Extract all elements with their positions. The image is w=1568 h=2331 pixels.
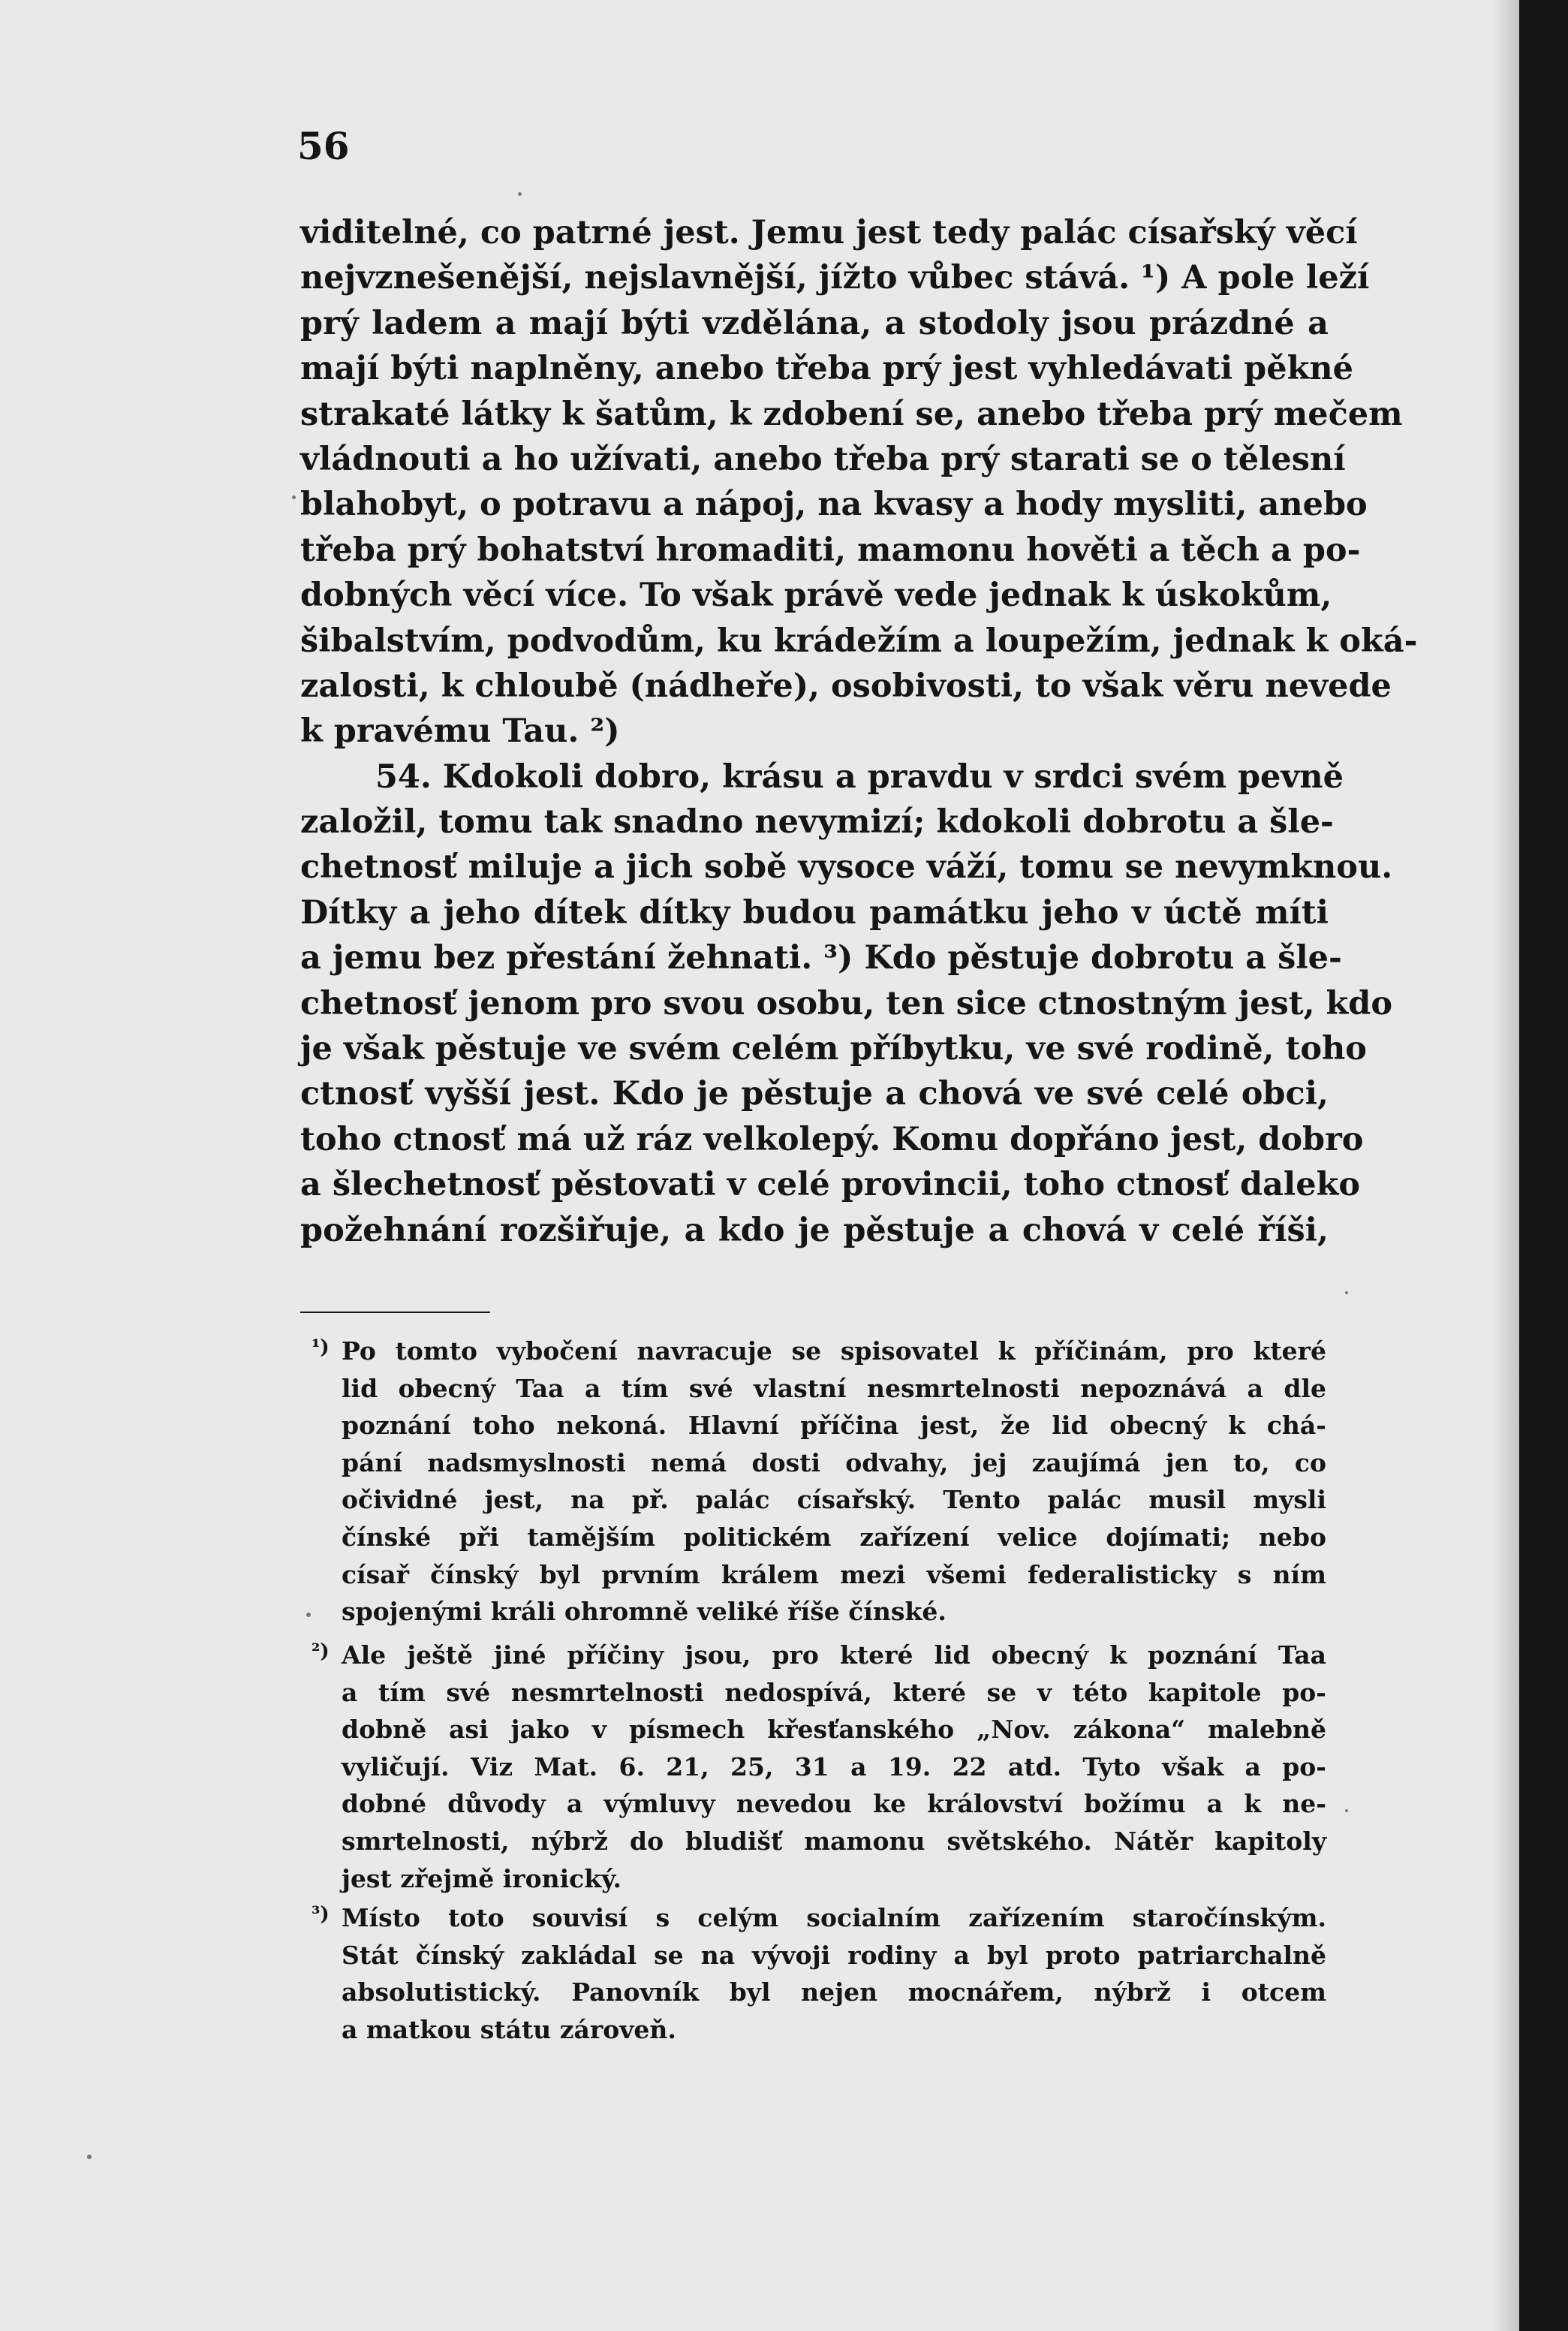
text-line: dobných věcí více. To však právě vede jednak k úskokům,	[300, 577, 1332, 615]
text-line: viditelné, co patrné jest. Jemu jest tedy palác císařský věcí	[300, 214, 1358, 251]
ink-speck	[87, 2155, 92, 2159]
footnote-line: Místo toto souvisí s celým socialním zařízením staročínským.	[342, 1903, 1326, 1932]
ink-speck	[518, 192, 522, 196]
footnote-line: císař čínský byl prvním králem mezi všemi federalisticky s ním	[342, 1559, 1326, 1589]
text-line: zalosti, k chloubě (nádheře), osobivosti, to však věru nevede	[300, 667, 1392, 705]
text-line: třeba prý bohatství hromaditi, mamonu hověti a těch a po-	[300, 531, 1361, 569]
text-line: strakaté látky k šatům, k zdobení se, anebo třeba prý mečem	[300, 395, 1403, 433]
footnote-1	[311, 1333, 1326, 1631]
ink-speck	[306, 1613, 311, 1617]
text-line: blahobyt, o potravu a nápoj, na kvasy a hody mysliti, anebo	[300, 486, 1368, 524]
text-line: toho ctnosť má už ráz velkolepý. Komu dopřáno jest, dobro	[300, 1120, 1364, 1158]
text-line: a jemu bez přestání žehnati. ³) Kdo pěstuje dobrotu a šle-	[300, 939, 1342, 977]
text-line: a šlechetnosť pěstovati v celé provincii, toho ctnosť daleko	[300, 1166, 1361, 1204]
footnote-2	[311, 1637, 1326, 1897]
text-line: chetnosť jenom pro svou osobu, ten sice ctnostným jest, kdo	[300, 984, 1393, 1022]
footnote-separator	[300, 1312, 490, 1313]
text-line: nejvznešenější, nejslavnější, jížto vůbec stává. ¹) A pole leží	[300, 259, 1370, 297]
text-line: k pravému Tau. ²)	[300, 712, 620, 751]
footnote-line: Stát čínský zakládal se na vývoji rodiny a byl proto patriarchalně	[342, 1940, 1326, 1970]
footnote-line: lid obecný Taa a tím své vlastní nesmrtelnosti nepoznává a dle	[342, 1373, 1326, 1403]
footnote-line: smrtelnosti, nýbrž do bludišť mamonu světského. Nátěr kapitoly	[342, 1826, 1326, 1856]
ink-speck	[292, 495, 296, 499]
footnote-line: a matkou státu zároveň.	[342, 2014, 676, 2044]
text-line: je však pěstuje ve svém celém příbytku, ve své rodině, toho	[300, 1030, 1367, 1068]
text-line: prý ladem a mají býti vzdělána, a stodoly jsou prázdné a	[300, 304, 1329, 342]
footnote-marker: ³)	[311, 1903, 330, 1926]
text-line: chetnosť miluje a jich sobě vysoce váží, tomu se nevymknou.	[300, 848, 1393, 887]
footnote-line: očividné jest, na př. palác císařský. Tento palác musil mysli	[342, 1485, 1326, 1515]
footnote-line: čínské při tamějším politickém zařízení velice dojímati; nebo	[342, 1522, 1326, 1552]
text-line: Dítky a jeho dítek dítky budou památku jeho v úctě míti	[300, 893, 1329, 932]
ink-speck	[1345, 1809, 1348, 1812]
footnote-line: pání nadsmyslnosti nemá dosti odvahy, jej zaujímá jen to, co	[342, 1447, 1326, 1477]
footnote-line: Po tomto vybočení navracuje se spisovatel k příčinám, pro které	[342, 1336, 1326, 1366]
footnote-line: poznání toho nekoná. Hlavní příčina jest, že lid obecný k chá-	[342, 1411, 1326, 1441]
text-line: ctnosť vyšší jest. Kdo je pěstuje a chová ve své celé obci,	[300, 1075, 1329, 1113]
footnote-line: Ale ještě jiné příčiny jsou, pro které lid obecný k poznání Taa	[342, 1640, 1326, 1670]
footnote-line: dobné důvody a výmluvy nevedou ke království božímu a k ne-	[342, 1789, 1326, 1819]
text-line: požehnání rozšiřuje, a kdo je pěstuje a chová v celé říši,	[300, 1211, 1329, 1249]
footnote-line: a tím své nesmrtelnosti nedospívá, které se v této kapitole po-	[342, 1677, 1326, 1707]
footnote-line: spojenými králi ohromně veliké říše čínské.	[342, 1597, 947, 1627]
text-line: mají býti naplněny, anebo třeba prý jest vyhledávati pěkné	[300, 350, 1353, 388]
text-line: založil, tomu tak snadno nevymizí; kdokoli dobrotu a šle-	[300, 803, 1334, 842]
text-line: 54. Kdokoli dobro, krásu a pravdu v srdci svém pevně	[375, 757, 1344, 796]
page-edge-shadow	[1492, 0, 1519, 2331]
footnote-3	[311, 1899, 1326, 2048]
page-number: 56	[297, 124, 350, 168]
footnote-line: vyličují. Viz Mat. 6. 21, 25, 31 a 19. 22 atd. Tyto však a po-	[342, 1751, 1326, 1781]
text-line: vládnouti a ho užívati, anebo třeba prý starati se o tělesní	[300, 440, 1346, 478]
footnote-line: absolutistický. Panovník byl nejen mocnářem, nýbrž i otcem	[342, 1977, 1326, 2007]
text-line: šibalstvím, podvodům, ku krádežím a loupežím, jednak k oká-	[300, 622, 1418, 660]
footnote-line: jest zřejmě ironický.	[342, 1863, 622, 1893]
scan-border	[1519, 0, 1568, 2331]
footnote-line: dobně asi jako v písmech křesťanského „Nov. zákona“ malebně	[342, 1715, 1326, 1745]
footnote-marker: ¹)	[311, 1336, 330, 1359]
main-text	[300, 210, 1418, 1253]
footnote-marker: ²)	[311, 1640, 330, 1663]
ink-speck	[1345, 1291, 1348, 1294]
